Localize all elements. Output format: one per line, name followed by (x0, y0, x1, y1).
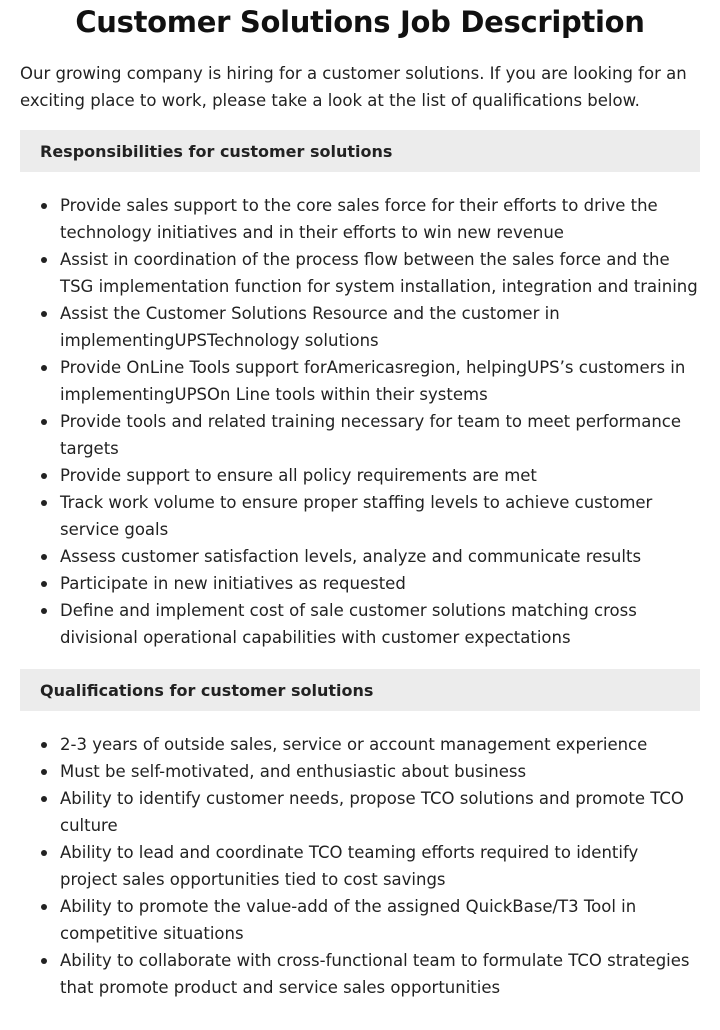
intro-paragraph: Our growing company is hiring for a customer solutions. If you are looking for an exciting place to work, please take a look at the list of qualifications below. (20, 64, 687, 110)
list-item: Must be self-motivated, and enthusiastic about business (20, 758, 700, 785)
list-item: Provide tools and related training necessary for team to meet performance targets (20, 408, 700, 462)
list-item: 2-3 years of outside sales, service or account management experience (20, 731, 700, 758)
list-item: Track work volume to ensure proper staffing levels to achieve customer service goals (20, 489, 700, 543)
qualifications-list (20, 731, 700, 1001)
list-item: Provide OnLine Tools support forAmericasregion, helpingUPS’s customers in implementingUPSOn Line tools within their systems (20, 354, 700, 408)
list-item: Provide support to ensure all policy requirements are met (20, 462, 700, 489)
list-item: Ability to collaborate with cross-functional team to formulate TCO strategies that promote product and service sales opportunities (20, 947, 700, 1001)
list-item: Provide sales support to the core sales force for their efforts to drive the technology initiatives and in their efforts to win new revenue (20, 192, 700, 246)
page-title: Customer Solutions Job Description (75, 5, 645, 39)
list-item: Define and implement cost of sale customer solutions matching cross divisional operational capabilities with customer expectations (20, 597, 700, 651)
list-item: Ability to promote the value-add of the assigned QuickBase/T3 Tool in competitive situations (20, 893, 700, 947)
list-item: Assist in coordination of the process flow between the sales force and the TSG implementation function for system installation, integration and training (20, 246, 700, 300)
list-item: Ability to identify customer needs, propose TCO solutions and promote TCO culture (20, 785, 700, 839)
responsibilities-list (20, 192, 700, 651)
responsibilities-heading: Responsibilities for customer solutions (20, 130, 700, 172)
list-item: Assess customer satisfaction levels, analyze and communicate results (20, 543, 700, 570)
list-item: Participate in new initiatives as requested (20, 570, 700, 597)
list-item: Ability to lead and coordinate TCO teaming efforts required to identify project sales opportunities tied to cost savings (20, 839, 700, 893)
qualifications-heading: Qualifications for customer solutions (20, 669, 700, 711)
list-item: Assist the Customer Solutions Resource and the customer in implementingUPSTechnology solutions (20, 300, 700, 354)
